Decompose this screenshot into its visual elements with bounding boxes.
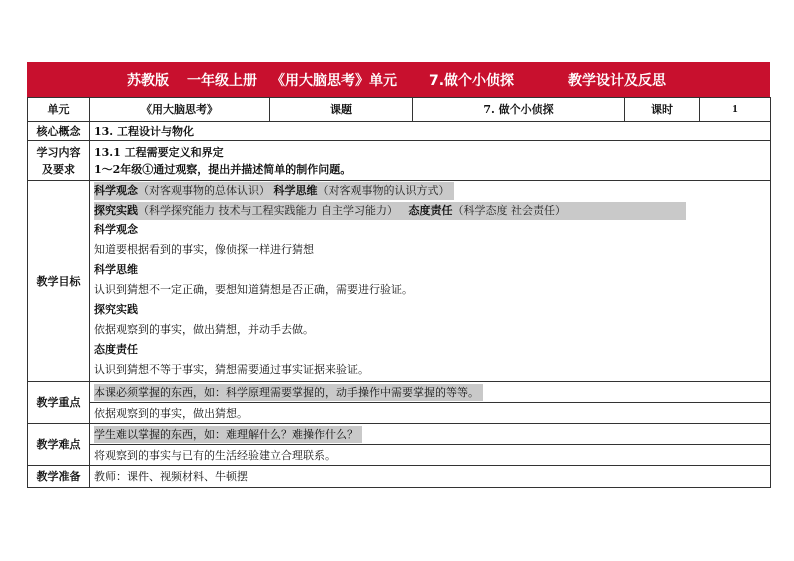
difficulties-hint: 学生难以掌握的东西，如：难理解什么？难操作什么？ <box>94 426 362 443</box>
period-value: 1 <box>700 98 771 122</box>
difficulties-text: 将观察到的事实与已有的生活经验建立合理联系。 <box>90 445 771 466</box>
learning-content-label-line1: 学习内容 <box>36 145 81 159</box>
preparation-label: 教学准备 <box>28 466 90 488</box>
objective-heading: 科学观念 <box>94 223 138 236</box>
difficulties-row <box>28 445 771 466</box>
objective-heading: 态度责任 <box>94 343 138 356</box>
literacy-attitude: 态度责任 <box>408 204 453 217</box>
learning-content-value <box>90 141 771 181</box>
objective-heading: 科学思维 <box>94 263 138 276</box>
literacy-science-thinking: 科学思维 <box>273 184 318 197</box>
learning-content-row <box>28 141 771 181</box>
banner-publisher: 苏教版 <box>127 72 169 89</box>
banner-unit: 《用大脑思考》单元 <box>271 72 397 89</box>
unit-label: 单元 <box>28 98 90 122</box>
banner-lesson: 7.做个小侦探 <box>429 72 515 89</box>
literacy-line1 <box>94 182 766 200</box>
key-points-row <box>28 403 771 424</box>
literacy-line2 <box>94 202 766 220</box>
objective-text: 认识到猜想不等于事实，猜想需要通过事实证据来验证。 <box>94 363 369 376</box>
literacy-science-concept-desc: （对客观事物的总体认识） <box>138 184 270 197</box>
preparation-row <box>28 466 771 488</box>
objectives-label: 教学目标 <box>28 181 90 382</box>
objective-text: 依据观察到的事实，做出猜想，并动手去做。 <box>94 323 314 336</box>
literacy-line1-highlight <box>94 182 454 200</box>
objective-heading: 探究实践 <box>94 303 138 316</box>
core-concept-label: 核心概念 <box>28 122 90 141</box>
learning-content-line2: 1～2年级①通过观察，提出并描述简单的制作问题。 <box>94 162 352 176</box>
learning-content-label-line2: 及要求 <box>42 162 75 176</box>
title-banner <box>27 62 770 97</box>
objective-text: 认识到猜想不一定正确，要想知道猜想是否正确，需要进行验证。 <box>94 283 413 296</box>
literacy-attitude-desc: （科学态度 社会责任） <box>452 204 566 217</box>
preparation-text: 教师：课件、视频材料、牛顿摆 <box>90 466 771 488</box>
difficulties-hint-cell <box>90 424 771 445</box>
header-row <box>28 98 771 122</box>
literacy-science-thinking-desc: （对客观事物的认识方式） <box>317 184 450 197</box>
banner-doc-type: 教学设计及反思 <box>568 72 666 89</box>
topic-value: 7. 做个小侦探 <box>413 98 625 122</box>
literacy-line2-highlight <box>94 202 686 220</box>
difficulties-label: 教学难点 <box>28 424 90 466</box>
key-points-hint-row <box>28 382 771 403</box>
objectives-row <box>28 181 771 382</box>
literacy-inquiry-practice: 探究实践 <box>94 204 138 217</box>
key-points-text: 依据观察到的事实，做出猜想。 <box>90 403 771 424</box>
key-points-hint: 本课必须掌握的东西，如：科学原理需要掌握的，动手操作中需要掌握的等等。 <box>94 384 483 401</box>
core-concept-value: 13. 工程设计与物化 <box>90 122 771 141</box>
literacy-inquiry-practice-desc: （科学探究能力 技术与工程实践能力 自主学习能力） <box>138 204 398 217</box>
key-points-hint-cell <box>90 382 771 403</box>
key-points-label: 教学重点 <box>28 382 90 424</box>
literacy-science-concept: 科学观念 <box>94 184 138 197</box>
learning-content-line1: 13.1 工程需要定义和界定 <box>94 145 224 159</box>
period-label: 课时 <box>625 98 700 122</box>
difficulties-hint-row <box>28 424 771 445</box>
topic-label: 课题 <box>270 98 413 122</box>
learning-content-label <box>28 141 90 181</box>
lesson-plan-table <box>27 97 771 488</box>
core-concept-row <box>28 122 771 141</box>
objective-text: 知道要根据看到的事实，像侦探一样进行猜想 <box>94 243 314 256</box>
unit-value: 《用大脑思考》 <box>90 98 270 122</box>
objectives-content <box>90 181 771 382</box>
banner-grade: 一年级上册 <box>187 72 257 89</box>
